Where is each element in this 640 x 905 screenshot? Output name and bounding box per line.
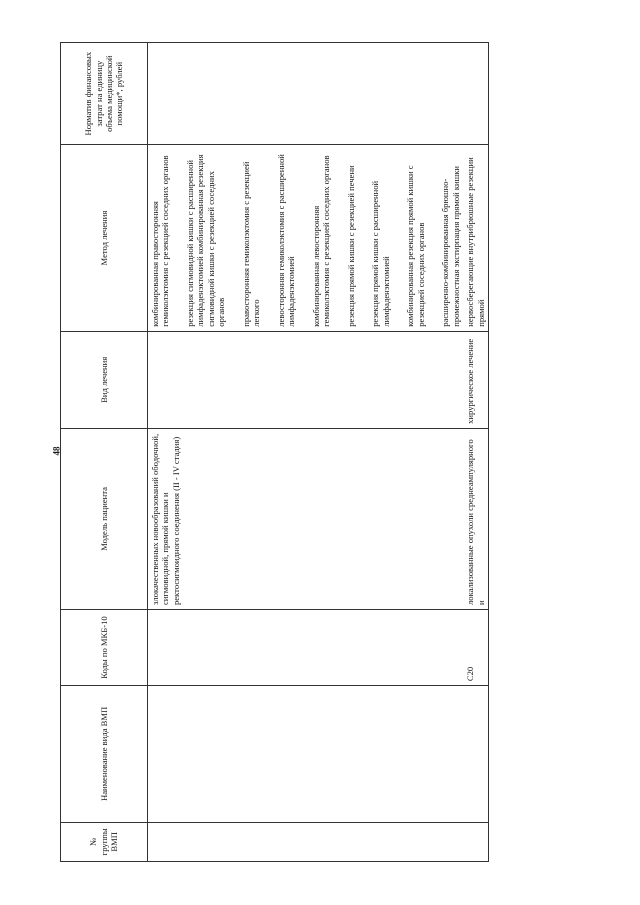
- header-icd-codes: Коды по МКБ-10: [61, 610, 148, 686]
- method-item: нервосберегающие внутрибрюшные резекции прямой: [465, 157, 486, 327]
- cell-codes: C20: [463, 610, 488, 686]
- table-header-row: [61, 43, 148, 862]
- cell-methods: [463, 145, 488, 331]
- method-item: резекция прямой кишки с расширенной лимфаденэктомией: [370, 180, 391, 327]
- header-vmp-name: Наименование вида ВМП: [61, 686, 148, 823]
- cell-cost: [148, 43, 464, 145]
- cell-treatment: [148, 331, 464, 428]
- cell-methods: [148, 145, 464, 331]
- cell-name: [463, 686, 488, 823]
- table-row: [463, 43, 488, 862]
- method-item: левосторонняя гемиколэктомия с расширенной лимфаденэктомией: [275, 154, 297, 327]
- cell-group: [463, 822, 488, 861]
- header-patient-model: Модель пациента: [61, 428, 148, 609]
- cell-group: [148, 822, 464, 861]
- header-cost-standard: Норматив финансовых затрат на единицу объема медицинской помощи*, рублей: [61, 43, 148, 145]
- header-treatment-type: Вид лечения: [61, 331, 148, 428]
- cell-codes: [148, 610, 464, 686]
- header-treatment-method: Метод лечения: [61, 145, 148, 331]
- cell-model: локализованные опухоли среднеампулярного и: [463, 428, 488, 609]
- vmp-table: [60, 42, 489, 862]
- page-number: 48: [51, 446, 62, 456]
- method-item: резекция сигмовидной кишки с расширенной лимфаденэктомией комбинированная резекция сигмовидной кишки с резекцией соседних органов: [184, 154, 227, 327]
- method-item: резекция прямой кишки с резекцией печени: [345, 165, 356, 327]
- method-item: комбинированная правосторонняя гемиколэктомия с резекцией соседних органов: [150, 155, 171, 327]
- method-item: расширенно-комбинированная брюшно-промежностная экстирпация прямой кишки: [440, 166, 461, 327]
- cell-cost: [463, 43, 488, 145]
- header-group-number: № группы ВМП: [61, 822, 148, 861]
- method-item: правосторонняя гемиколэктомия с резекцией легкого: [240, 161, 262, 327]
- method-item: комбинированная левосторонняя гемиколэктомия с резекцией соседних органов: [310, 155, 332, 327]
- cell-model: злокачественных новообразований ободочной, сигмовидной, прямой кишки и ректосигмоидного соединения (II - IV стадия): [148, 428, 464, 609]
- cell-treatment: хирургическое лечение: [463, 331, 488, 428]
- table-row: [148, 43, 464, 862]
- cell-name: [148, 686, 464, 823]
- method-item: комбинированная резекция прямой кишки с резекцией соседних органов: [405, 165, 426, 327]
- rotated-page: [60, 42, 580, 862]
